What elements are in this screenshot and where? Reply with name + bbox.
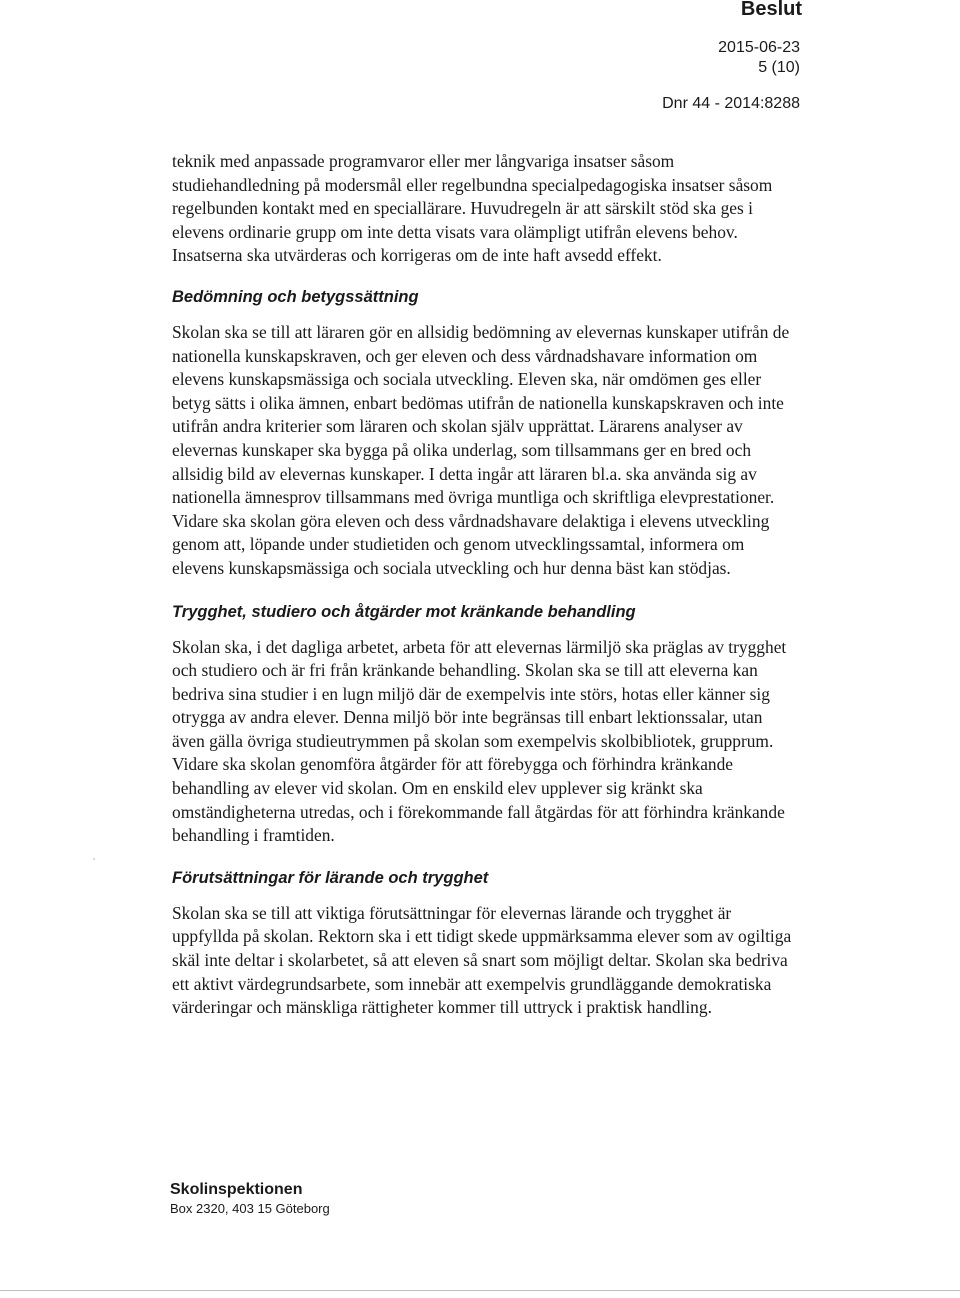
section-text-safety: Skolan ska, i det dagliga arbetet, arbeta för att elevernas lärmiljö ska präglas av trygghet och studiero och är fri från kränkande behandling. Skolan ska se till att eleverna kan bedriva sina studier i en lugn miljö där de exempelvis inte störs, hotas eller känner sig otrygga av andra elever. Denna miljö bör inte begränsas till enbart lektionssalar, utan även gälla övriga studieutrymmen på skolan som exempelvis skolbibliotek, grupprum. Vidare ska skolan genomföra åtgärder för att förebygga och förhindra kränkande behandling av elever vid skolan. Om en enskild elev upplever sig kränkt ska omständigheterna utredas, och i förekommande fall åtgärdas för att förhindra kränkande behandling i framtiden.: [172, 636, 787, 846]
page-bottom-edge: [0, 1290, 960, 1291]
registration-number: Dnr 44 - 2014:8288: [662, 95, 800, 112]
footer-address: Box 2320, 403 15 Göteborg: [170, 1201, 330, 1216]
footer: [170, 1180, 330, 1217]
intro-paragraph: teknik med anpassade programvaror eller mer långvariga insatser såsom studiehandledning på modersmål eller regelbundna specialpedagogiska insatser såsom regelbunden kontakt med en speciallärare. Huvudregeln är att särskilt stöd ska ges i elevens ordinarie grupp om inte detta visats vara olämpligt utifrån elevens behov. Insatserna ska utvärderas och korrigeras om de inte haft avsedd effekt.: [172, 151, 773, 266]
section-heading-assessment: Bedömning och betygssättning: [172, 287, 419, 306]
section-text-conditions: Skolan ska se till att viktiga förutsättningar för elevernas lärande och trygghet är uppfyllda på skolan. Rektorn ska i ett tidigt skede uppmärksamma elever som av ogiltiga skäl inte deltar i skolarbetet, så att eleven så snart som möjligt deltar. Skolan ska bedriva ett aktivt värdegrundsarbete, som innebär att exempelvis grundläggande demokratiska värderingar och mänskliga rättigheter kommer till uttryck i praktisk handling.: [172, 902, 792, 1018]
document-type-title: Beslut: [740, 0, 802, 20]
scan-speck: [93, 858, 95, 860]
footer-organization: Skolinspektionen: [170, 1181, 303, 1198]
section-heading-conditions: Förutsättningar för lärande och trygghet: [172, 868, 489, 887]
decision-date: 2015-06-23: [718, 39, 800, 56]
section-text-assessment: Skolan ska se till att läraren gör en allsidig bedömning av elevernas kunskaper utifrån de nationella kunskapskraven, och ger eleven och dess vårdnadshavare information om elevens kunskapsmässiga och sociala utveckling. Eleven ska, när omdömen ges eller betyg sätts i olika ämnen, enbart bedömas utifrån de nationella kunskapskraven och inte utifrån andra kriterier som läraren och skolan själv upprättat. Lärarens analyser av elevernas kunskaper ska bygga på olika underlag, som tillsammans ger en bred och allsidig bild av elevernas kunskaper. I detta ingår att läraren bl.a. ska använda sig av nationella ämnesprov tillsammans med övriga muntliga och skriftliga elevprestationer. Vidare ska skolan göra eleven och dess vårdnadshavare delaktiga i elevens utveckling genom att, löpande under studietiden och genom utvecklingssamtal, informera om elevens kunskapsmässiga och sociala utveckling och hur denna bäst kan stödjas.: [172, 321, 790, 578]
section-heading-safety: Trygghet, studiero och åtgärder mot kränkande behandling: [172, 602, 636, 621]
page-number: 5 (10): [758, 59, 800, 76]
document-body: [172, 150, 792, 1020]
